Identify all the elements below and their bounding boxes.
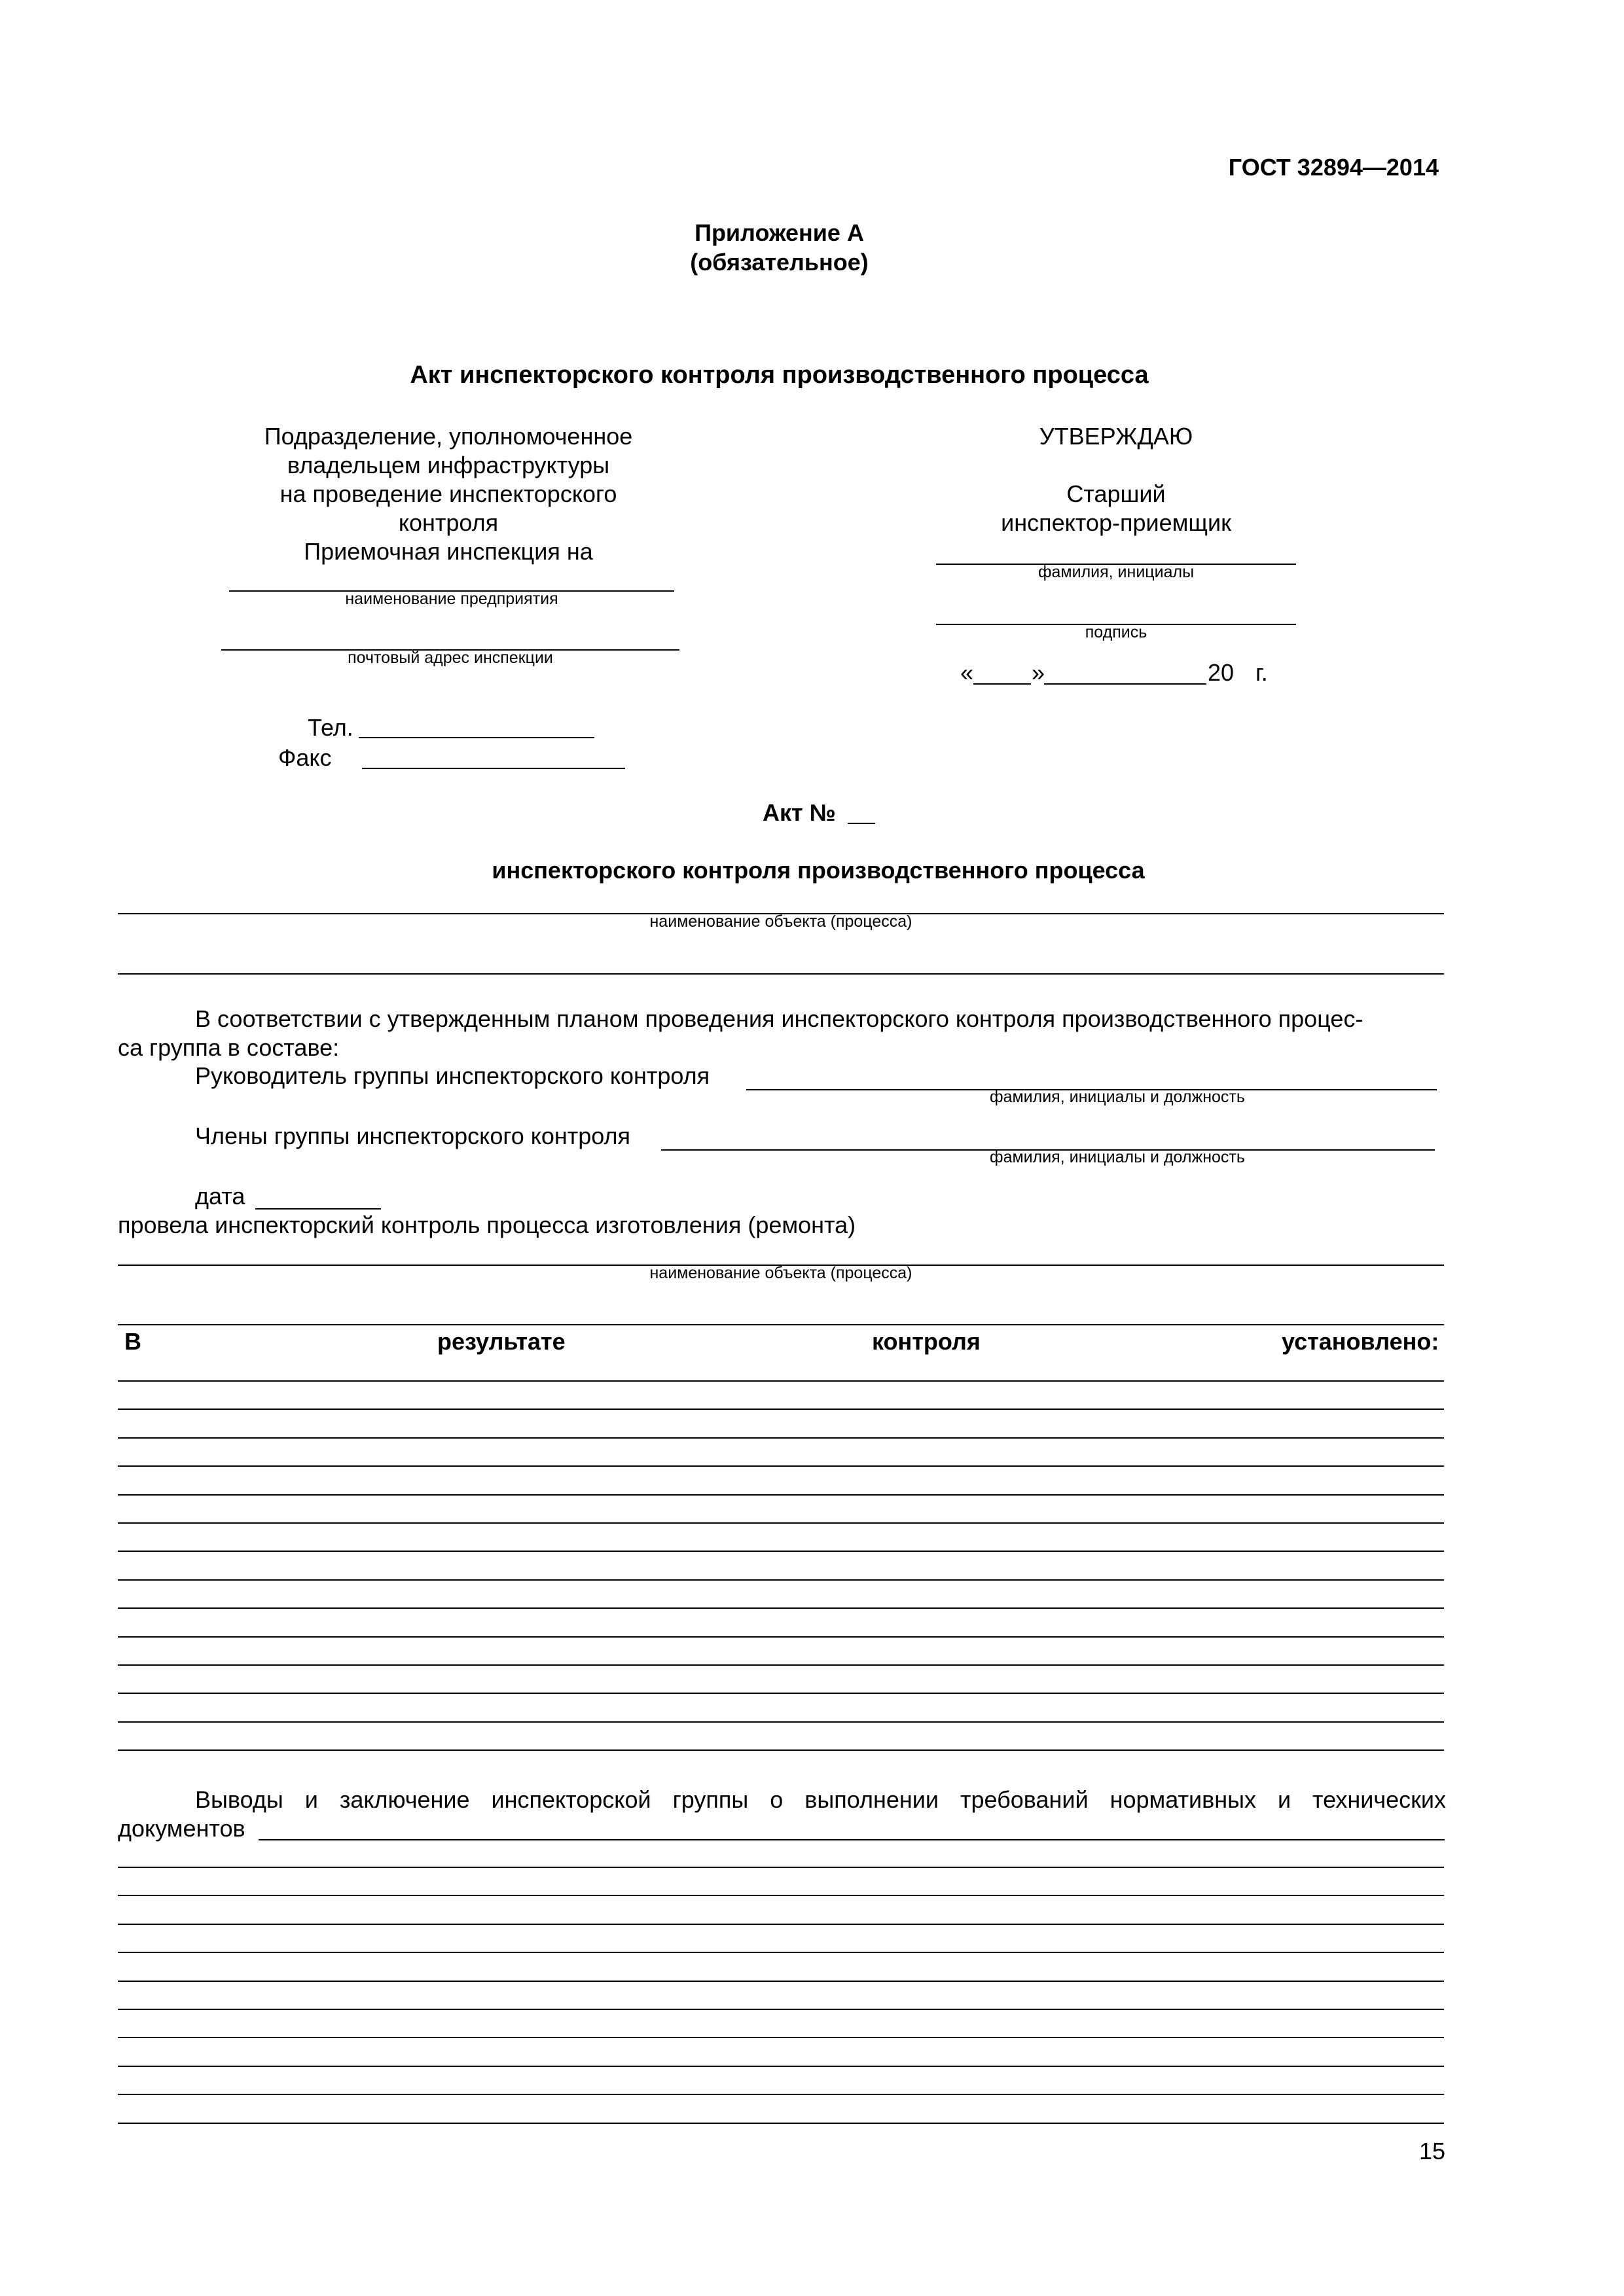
left-block-line5: Приемочная инспекция на (304, 538, 593, 565)
date-field[interactable] (255, 1208, 381, 1210)
role-line2: инспектор-приемщик (1001, 509, 1231, 536)
result-writing-line-8[interactable] (118, 1579, 1444, 1581)
result-top-line (118, 1324, 1444, 1325)
form-title: Акт инспекторского контроля производственного процесса (410, 361, 1149, 389)
result-word-2: результате (437, 1328, 566, 1355)
result-word-1: В (124, 1328, 141, 1355)
caption-signature: подпись (1085, 623, 1147, 641)
result-writing-line-3[interactable] (118, 1437, 1444, 1439)
para1-line1: В соответствии с утвержденным планом проведения инспекторского контроля производственного процес- (195, 1005, 1363, 1032)
result-writing-line-2[interactable] (118, 1408, 1444, 1410)
conclusion-writing-line-5[interactable] (118, 1981, 1444, 1982)
year-prefix: 20 (1208, 659, 1235, 686)
conclusion-prefix: документов (118, 1815, 245, 1842)
caption-object: наименование объекта (процесса) (649, 912, 912, 931)
result-writing-line-14[interactable] (118, 1749, 1444, 1751)
conclusion-writing-line-8[interactable] (118, 2066, 1444, 2067)
standard-number: ГОСТ 32894—2014 (1228, 154, 1439, 181)
date-label: дата (195, 1183, 245, 1210)
left-block-line4: контроля (398, 509, 499, 536)
tel-label: Тел. (308, 714, 353, 741)
act-number-field[interactable] (848, 823, 875, 824)
leader-label: Руководитель группы инспекторского контроля (195, 1062, 710, 1089)
year-suffix: г. (1255, 659, 1268, 686)
conclusion-writing-line-3[interactable] (118, 1924, 1444, 1925)
performed-text: провела инспекторский контроль процесса изготовления (ремонта) (118, 1211, 856, 1238)
appendix-status: (обязательное) (690, 249, 869, 276)
appendix-title: Приложение А (695, 219, 864, 246)
result-word-3: контроля (872, 1328, 981, 1355)
role-line1: Старший (1066, 480, 1166, 507)
para1-line2: са группа в составе: (118, 1034, 340, 1061)
left-block-line1: Подразделение, уполномоченное (264, 423, 633, 450)
result-word-4: установлено: (1282, 1328, 1439, 1355)
left-block-line3: на проведение инспекторского (280, 480, 617, 507)
act-number-label: Акт № (763, 799, 836, 826)
act-subtitle: инспекторского контроля производственного процесса (492, 857, 1145, 884)
fax-field[interactable] (362, 768, 625, 769)
conclusion-writing-line-6[interactable] (118, 2009, 1444, 2010)
object-name-line-2[interactable] (118, 973, 1444, 975)
conclusion-writing-line-4[interactable] (118, 1952, 1444, 1953)
result-writing-line-5[interactable] (118, 1494, 1444, 1496)
conclusion-writing-line-1[interactable] (118, 1867, 1444, 1868)
result-writing-line-12[interactable] (118, 1693, 1444, 1694)
result-writing-line-4[interactable] (118, 1465, 1444, 1467)
leader-caption: фамилия, инициалы и должность (990, 1088, 1245, 1106)
caption-enterprise: наименование предприятия (345, 590, 558, 608)
conclusion-writing-line-9[interactable] (118, 2094, 1444, 2095)
result-writing-line-13[interactable] (118, 1721, 1444, 1723)
result-writing-line-10[interactable] (118, 1636, 1444, 1638)
left-block-line2: владельцем инфраструктуры (287, 452, 610, 478)
members-caption: фамилия, инициалы и должность (990, 1148, 1245, 1166)
caption-name: фамилия, инициалы (1038, 563, 1195, 581)
conclusion-writing-line-7[interactable] (118, 2037, 1444, 2038)
quote-close: » (1032, 659, 1045, 686)
approve-label: УТВЕРЖДАЮ (1039, 423, 1193, 450)
caption-object-2: наименование объекта (процесса) (649, 1264, 912, 1282)
caption-address: почтовый адрес инспекции (348, 649, 553, 667)
month-field[interactable] (1044, 683, 1206, 685)
conclusion-writing-line-10[interactable] (118, 2123, 1444, 2124)
result-writing-line-9[interactable] (118, 1607, 1444, 1609)
conclusion-line1: Выводы и заключение инспекторской группы о выполнении требований нормативных и технических (195, 1786, 1446, 1813)
result-writing-line-11[interactable] (118, 1664, 1444, 1666)
page-number: 15 (1418, 2138, 1445, 2164)
result-writing-line-1[interactable] (118, 1380, 1444, 1382)
day-field[interactable] (973, 683, 1031, 685)
result-writing-line-6[interactable] (118, 1522, 1444, 1524)
members-label: Члены группы инспекторского контроля (195, 1122, 631, 1149)
conclusion-first-line[interactable] (259, 1839, 1445, 1840)
result-writing-line-7[interactable] (118, 1551, 1444, 1552)
tel-field[interactable] (359, 737, 594, 738)
conclusion-writing-line-2[interactable] (118, 1895, 1444, 1896)
quote-open: « (960, 659, 974, 686)
fax-label: Факс (278, 744, 332, 771)
